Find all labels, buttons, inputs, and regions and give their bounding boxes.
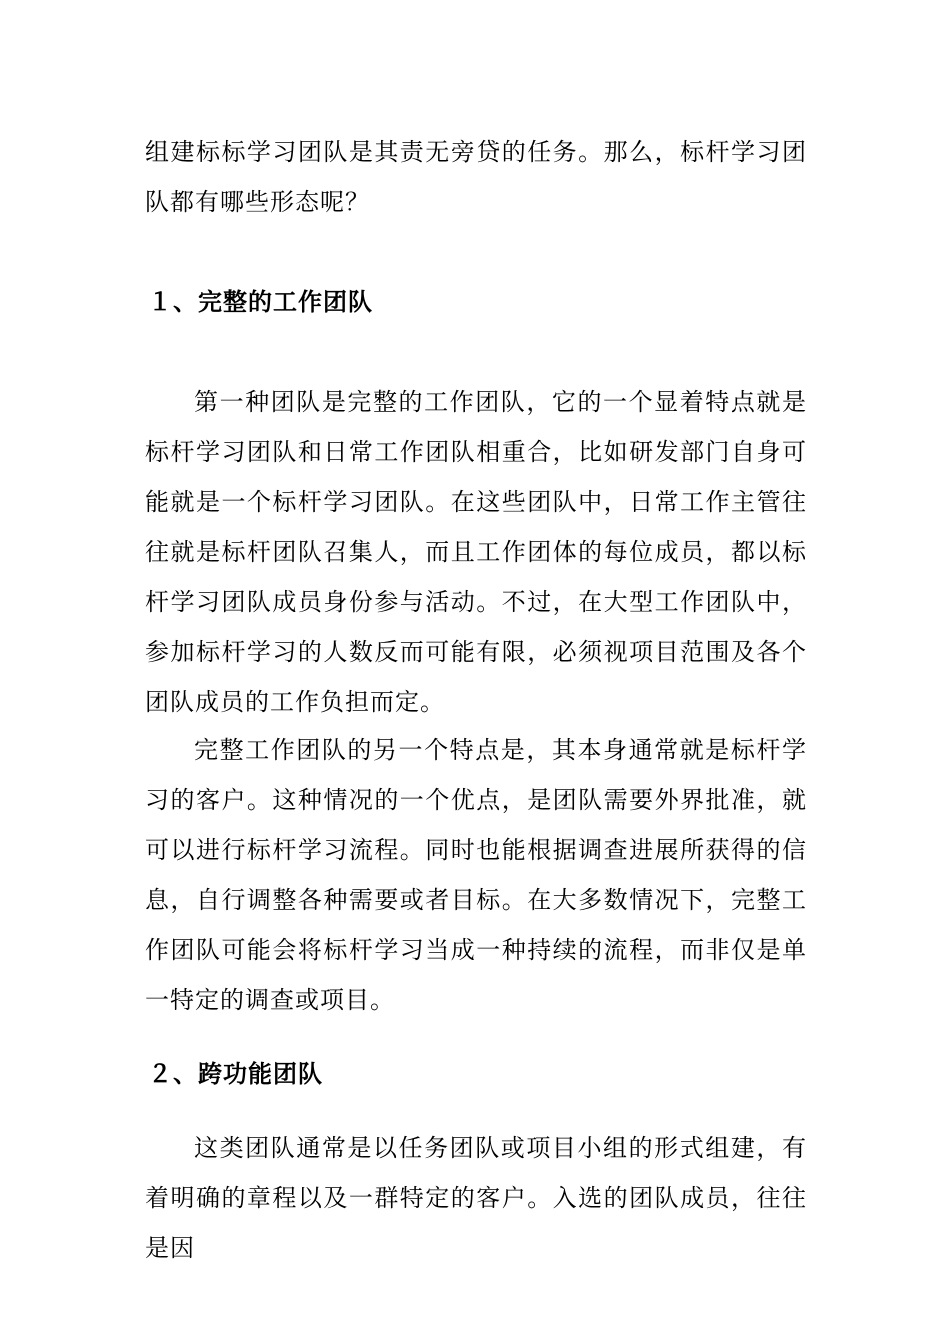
section-1-paragraph-1: 第一种团队是完整的工作团队，它的一个显着特点就是标杆学习团队和日常工作团队相重合，比如研发部门自身可能就是一个标杆学习团队。在这些团队中，日常工作主管往往就是标杆团队召集人，而且工作团体的每位成员，都以标杆学习团队成员身份参与活动。不过，在大型工作团队中，参加标杆学习的人数反而可能有限，必须视项目范围及各个团队成员的工作负担而定。 (145, 388, 807, 716)
section-2-paragraph-1: 这类团队通常是以任务团队或项目小组的形式组建，有着明确的章程以及一群特定的客户。入选的团队成员，往往是因 (145, 1134, 807, 1262)
section-2-heading: ２、跨功能团队 (148, 1060, 323, 1088)
section-1-heading: １、完整的工作团队 (148, 288, 373, 316)
intro-paragraph: 组建标标学习团队是其责无旁贷的任务。那么，标杆学习团队都有哪些形态呢？ (145, 138, 807, 216)
section-1-paragraph-2: 完整工作团队的另一个特点是，其本身通常就是标杆学习的客户。这种情况的一个优点，是团队需要外界批准，就可以进行标杆学习流程。同时也能根据调查进展所获得的信息，自行调整各种需要或者目标。在大多数情况下，完整工作团队可能会将标杆学习当成一种持续的流程，而非仅是单一特定的调查或项目。 (145, 736, 807, 1014)
